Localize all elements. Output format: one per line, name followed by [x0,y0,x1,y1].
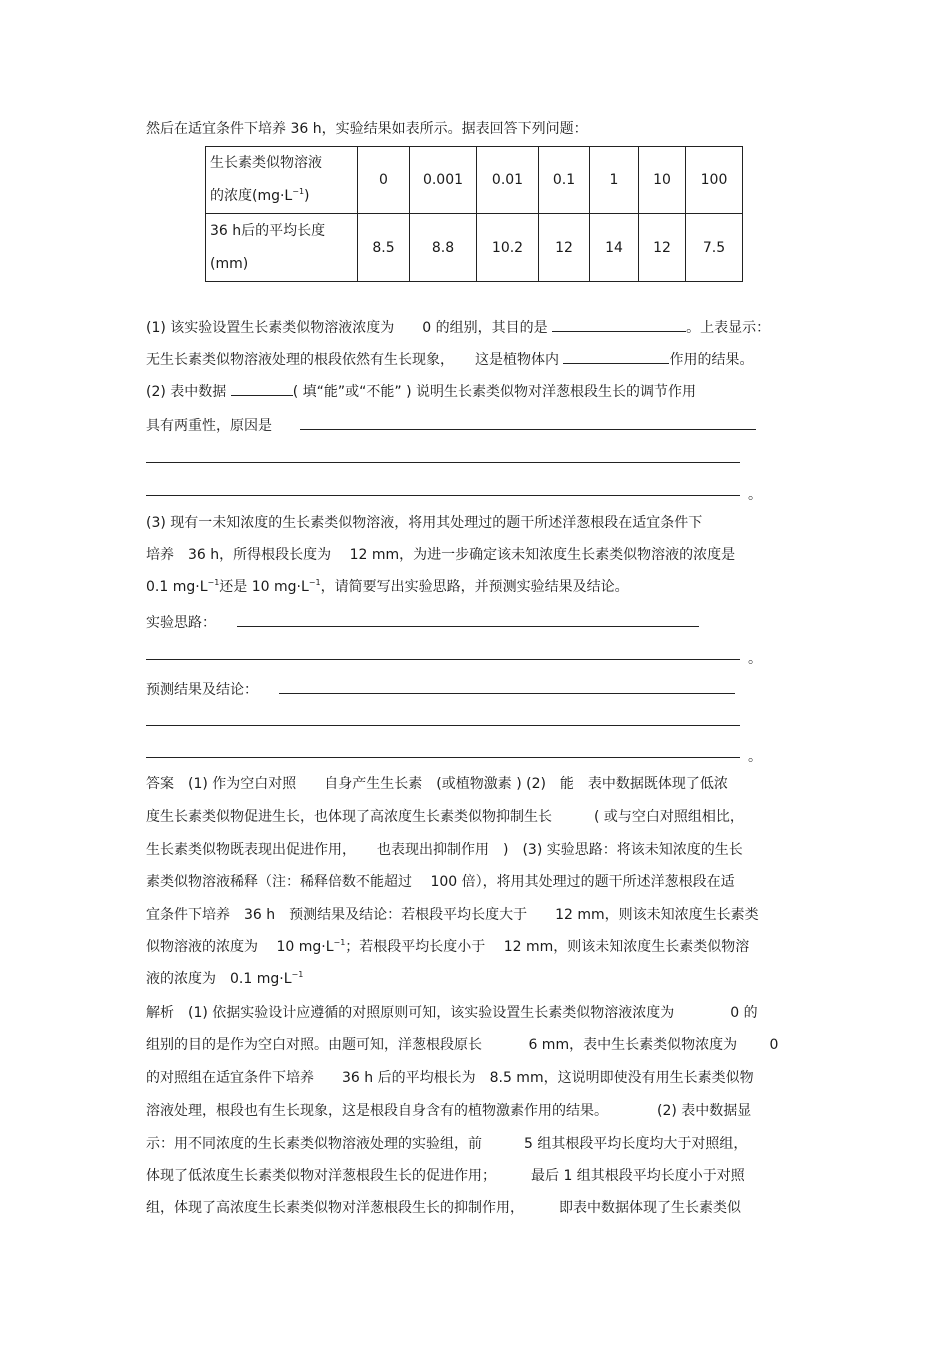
q3-predict-answer-line[interactable] [146,725,740,726]
table-cell: 10.2 [477,214,539,282]
q3-idea-line [146,613,699,632]
answer-line-3: 生长素类似物既表现出促进作用， 也表现出抑制作用 ) (3) 实验思路：将该未知浓度的生长 [146,842,743,858]
q2-answer-line[interactable] [146,495,740,496]
results-table [205,146,743,282]
q3-sup: −1 [308,578,321,587]
answer-line-4: 素类似物溶液稀释（注：稀释倍数不能超过 100 倍），将用其处理过的题干所述洋葱根段在适 [146,874,735,890]
table-cell: 0.1 [539,147,590,214]
analysis-line-2: 组别的目的是作为空白对照。由题可知，洋葱根段原长 6 mm，表中生长素类似物浓度为 0 [146,1037,779,1053]
q3-predict-label: 预测结果及结论： [146,682,251,698]
analysis-line-5: 示：用不同浓度的生长素类似物溶液处理的实验组，前 5 组其根段平均长度均大于对照组， [146,1136,748,1152]
q3-sup: −1 [207,578,220,587]
answer-line-2: 度生长素类似物促进生长，也体现了高浓度生长素类似物抑制生长 ( 或与空白对照组相比， [146,809,744,825]
analysis-line-6: 体现了低浓度生长素类似物对洋葱根段生长的促进作用； 最后 1 组其根段平均长度小于对照 [146,1168,745,1184]
intro-text: 然后在适宜条件下培养 36 h，实验结果如表所示。据表回答下列问题： [146,121,588,137]
table-cell: 1 [590,147,639,214]
answer-line-1: 答案 (1) 作为空白对照 自身产生生长素 (或植物激素 ) (2) 能 表中数据既体现了低浓 [146,776,728,792]
q2-text-b: ( 填“能”或“不能” ) 说明生长素类似物对洋葱根段生长的调节作用 [292,384,697,400]
q3-text-c: ，请简要写出实验思路，并预测实验结果及结论。 [320,579,629,595]
row2-label-line1: 36 h后的平均长度 [210,222,326,239]
q3-predict-answer-line[interactable] [146,757,740,758]
row1-label-line1: 生长素类似物溶液 [210,155,322,171]
table-cell: 0.001 [410,147,477,214]
q3-idea-answer-line[interactable] [146,659,740,660]
q1-line1 [146,318,770,337]
analysis-line-4: 溶液处理，根段也有生长现象，这是根段自身含有的植物激素作用的结果。 (2) 表中数据显 [146,1103,752,1119]
analysis-line-7: 组，体现了高浓度生长素类似物对洋葱根段生长的抑制作用， 即表中数据体现了生长素类似 [146,1200,741,1216]
table-cell: 100 [686,147,743,214]
table-cell: 0 [358,147,410,214]
q1-text-c: 无生长素类似物溶液处理的根段依然有生长现象， 这是植物体内 [146,352,559,368]
row2-label-line2: (mm) [210,255,249,272]
period-mark: 。 [748,487,762,503]
answer-text: ；若根段平均长度小于 12 mm，则该未知浓度生长素类似物溶 [345,939,750,955]
answer-line-6 [146,938,749,956]
answer-sup: −1 [333,938,346,947]
row1-label-unit: 的浓度(mg·L [210,188,293,204]
table-row-length [206,214,743,282]
table-cell: 12 [539,214,590,282]
q1-blank-cause[interactable] [563,350,669,364]
q3-line3 [146,578,629,596]
row-header-concentration [206,147,358,214]
q2-blank-reason[interactable] [300,416,756,430]
period-mark: 。 [748,651,762,667]
q2-blank-can[interactable] [231,382,293,396]
q3-blank-predict[interactable] [279,680,735,694]
q2-text-a: (2) 表中数据 [146,384,227,400]
row1-label-line2 [210,180,353,213]
row1-label-sup: −1 [292,187,305,196]
q2-answer-line[interactable] [146,462,740,463]
period-mark: 。 [748,749,762,765]
q2-line2 [146,416,756,435]
table-cell: 12 [639,214,686,282]
answer-text: 液的浓度为 0.1 mg·L [146,971,292,987]
row1-label-close: ) [304,188,310,204]
q1-line2 [146,350,753,369]
analysis-line-1: 解析 (1) 依据实验设计应遵循的对照原则可知，该实验设置生长素类似物溶液浓度为 0 的 [146,1005,758,1021]
table-cell: 14 [590,214,639,282]
analysis-line-3: 的对照组在适宜条件下培养 36 h 后的平均根长为 8.5 mm，这说明即使没有用生长素类似物 [146,1070,754,1086]
q3-predict-line [146,680,735,699]
q2-text-c: 具有两重性，原因是 [146,418,272,434]
answer-text: 似物溶液的浓度为 10 mg·L [146,939,334,955]
table-cell: 8.8 [410,214,477,282]
q1-blank-purpose[interactable] [552,318,686,332]
answer-line-5: 宜条件下培养 36 h 预测结果及结论：若根段平均长度大于 12 mm，则该未知浓度生长素类 [146,907,759,923]
table-row-concentration [206,147,743,214]
q2-line1 [146,382,696,401]
table-cell: 10 [639,147,686,214]
q3-line1: (3) 现有一未知浓度的生长素类似物溶液，将用其处理过的题干所述洋葱根段在适宜条件下 [146,515,703,531]
q3-line2: 培养 36 h，所得根段长度为 12 mm，为进一步确定该未知浓度生长素类似物溶液的浓度是 [146,547,736,563]
table-cell: 8.5 [358,214,410,282]
q3-conc-b: 还是 10 mg·L [219,579,309,595]
answer-line-7 [146,970,303,988]
table-cell: 0.01 [477,147,539,214]
q3-blank-idea[interactable] [237,613,699,627]
row-header-length [206,214,358,282]
q1-text-b: 。上表显示： [686,320,771,336]
answer-sup: −1 [291,970,304,979]
q3-conc-a: 0.1 mg·L [146,579,208,595]
table-cell: 7.5 [686,214,743,282]
q3-idea-label: 实验思路： [146,615,209,631]
q1-text-a: (1) 该实验设置生长素类似物溶液浓度为 0 的组别，其目的是 [146,320,548,336]
q1-text-d: 作用的结果。 [669,352,754,368]
